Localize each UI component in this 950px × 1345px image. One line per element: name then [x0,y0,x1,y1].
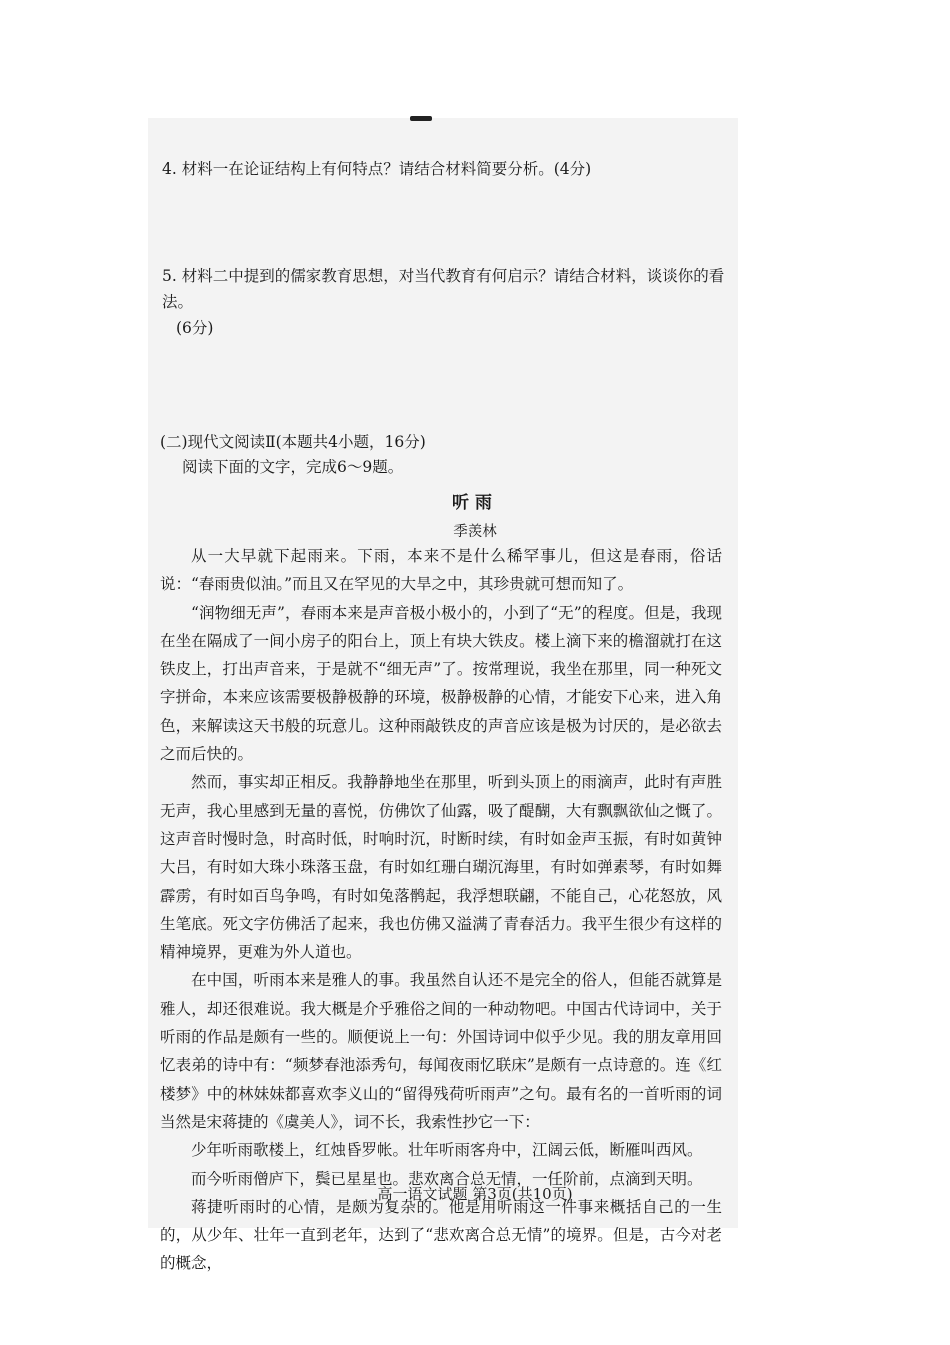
question-5 [162,263,732,341]
article-author: 季羡林 [453,524,497,540]
paragraph: 从一大早就下起雨来。下雨，本来不是什么稀罕事儿，但这是春雨，俗话说：“春雨贵似油。”而且又在罕见的大旱之中，其珍贵就可想而知了。 [160,547,722,594]
poem-line: 而今听雨僧庐下，鬓已星星也。悲欢离合总无情，一任阶前，点滴到天明。 [191,1169,703,1188]
paragraph: “润物细无声”，春雨本来是声音极小极小的，小到了“无”的程度。但是，我现在坐在隔成了一间小房子的阳台上，顶上有块大铁皮。楼上滴下来的檐溜就打在这铁皮上，打出声音来，于是就不“细无声”了。按常理说，我坐在那里，同一种死文字拼命，本来应该需要极静极静的环境，极静极静的心情，才能安下心来，进入角色，来解读这天书般的玩意儿。这种雨敲铁皮的声音应该是极为讨厌的，是必欲去之而后快的。 [160,603,722,764]
article-body [160,542,722,1278]
article-title: 听雨 [452,493,498,513]
paragraph: 在中国，听雨本来是雅人的事。我虽然自认还不是完全的俗人，但能否就算是雅人，却还很难说。我大概是介乎雅俗之间的一种动物吧。中国古代诗词中，关于听雨的作品是颇有一些的。顺便说上一句：外国诗词中似乎少见。我的朋友章用回忆表弟的诗中有：“频梦春池添秀句，每闻夜雨忆联床”是颇有一点诗意的。连《红楼梦》中的林妹妹都喜欢李义山的“留得残荷听雨声”之句。最有名的一首听雨的词当然是宋蒋捷的《虞美人》，词不长，我索性抄它一下： [160,971,722,1131]
section-instruction: 阅读下面的文字，完成6～9题。 [182,458,404,476]
question-5-points: (6分) [176,319,214,337]
paragraph: 蒋捷听雨时的心情，是颇为复杂的。他是用听雨这一件事来概括自己的一生的，从少年、壮年一直到老年，达到了“悲欢离合总无情”的境界。但是，古今对老的概念， [160,1197,722,1273]
binding-mark [410,116,432,121]
question-4: 4. 材料一在论证结构上有何特点？请结合材料简要分析。(4分) [162,160,592,178]
paragraph: 然而，事实却正相反。我静静地坐在那里，听到头顶上的雨滴声，此时有声胜无声，我心里感到无量的喜悦，仿佛饮了仙露，吸了醍醐，大有飘飘欲仙之慨了。这声音时慢时急，时高时低，时响时沉，时断时续，有时如金声玉振，有时如黄钟大吕，有时如大珠小珠落玉盘，有时如红珊白瑚沉海里，有时如弹素琴，有时如舞霹雳，有时如百鸟争鸣，有时如兔落鹘起，我浮想联翩，不能自己，心花怒放，风生笔底。死文字仿佛活了起来，我也仿佛又溢满了青春活力。我平生很少有这样的精神境界，更难为外人道也。 [160,773,722,962]
question-5-text: 5. 材料二中提到的儒家教育思想，对当代教育有何启示？请结合材料，谈谈你的看法。 [162,267,725,311]
poem-line: 少年听雨歌楼上，红烛昏罗帐。壮年听雨客舟中，江阔云低，断雁叫西风。 [191,1141,703,1160]
page-footer: 高一语文试题 第3页(共10页) [377,1185,573,1203]
section-heading: (二)现代文阅读Ⅱ(本题共4小题，16分) [160,433,426,451]
